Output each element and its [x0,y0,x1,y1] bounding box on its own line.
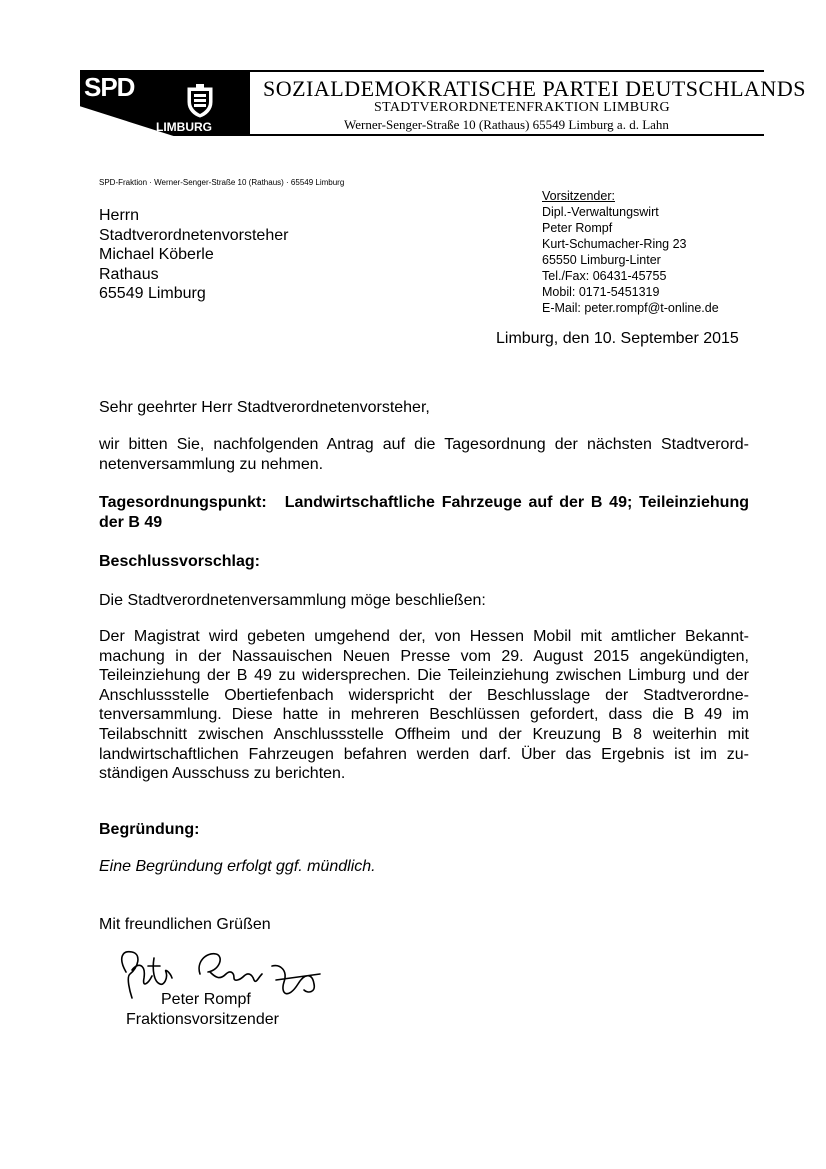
chairman-line: Kurt-Schumacher-Ring 23 [542,237,687,251]
chairman-line: Tel./Fax: 06431-45755 [542,269,667,283]
topic-label: Tagesordnungspunkt: [99,494,267,511]
letterhead-address: Werner-Senger-Straße 10 (Rathaus) 65549 Limburg a. d. Lahn [344,117,669,132]
recipient-line: Michael Köberle [99,246,214,264]
chairman-heading: Vorsitzender: [542,189,615,203]
chairman-email: E-Mail: peter.rompf@t-online.de [542,301,719,315]
chairman-line: Dipl.-Verwaltungswirt [542,205,659,219]
recipient-line: 65549 Limburg [99,285,206,303]
party-name: SOZIALDEMOKRATISCHE PARTEI DEUTSCHLANDS [263,76,806,101]
closing: Mit freundlichen Grüßen [99,916,271,933]
topic-text: Landwirtschaftliche Fahrzeuge auf der B 49; Teileinziehung der B 49 [99,494,749,531]
main-paragraph: Der Magistrat wird gebeten umgehend der, von Hessen Mobil mit amtlicher Bekanntmachung in der Nassauischen Neuen Presse vom 29. August 2015 angekündigten, Teileinziehung der B 49 zu widersprechen. Die Teileinziehung zwischen Limburg und der Anschlussstelle Obertiefenbach widerspricht der Beschlusslage der Stadtverordnetenversammlung. Diese hatte in mehreren Beschlüssen gefordert, dass die B 49 im Teilabschnitt zwischen Anschlussstelle Offheim und der Kreuzung B 8 weiterhin mit landwirtschaftlichen Fahrzeugen befahren werden darf. Über das Ergebnis ist im zuständigen Ausschuss zu berichten. [99,628,749,783]
letterhead-top-rule [250,70,764,72]
city-crest-icon [186,84,214,118]
chairman-line: 65550 Limburg-Linter [542,253,661,267]
decide-line: Die Stadtverordnetenversammlung möge beschließen: [99,592,486,609]
faction-name: STADTVERORDNETENFRAKTION LIMBURG [374,100,670,115]
proposal-heading: Beschlussvorschlag: [99,553,260,570]
recipient-line: Rathaus [99,265,159,283]
letter-date: Limburg, den 10. September 2015 [496,330,739,347]
logo-text: SPD [84,72,135,102]
signer-role: Fraktionsvorsitzender [126,1011,279,1028]
chairman-contact [542,188,719,316]
recipient-line: Herrn [99,207,140,224]
logo-city: LIMBURG [156,120,212,134]
reason-heading: Begründung: [99,821,200,838]
chairman-line: Peter Rompf [542,221,613,235]
sender-line: SPD-Fraktion · Werner-Senger-Straße 10 (Rathaus) · 65549 Limburg [99,178,345,187]
chairman-line: Mobil: 0171-5451319 [542,285,660,299]
salutation: Sehr geehrter Herr Stadtverordnetenvorsteher, [99,399,430,416]
intro-paragraph: wir bitten Sie, nachfolgenden Antrag auf die Tagesordnung der nächsten Stadtverordnetenversammlung zu nehmen. [99,436,749,473]
recipient-line: Stadtverordnetenvorsteher [99,226,289,244]
reason-text: Eine Begründung erfolgt ggf. mündlich. [99,858,376,875]
signer-name: Peter Rompf [161,991,251,1008]
recipient-address [99,206,288,304]
letterhead-bottom-rule [250,134,764,136]
agenda-topic [99,493,749,532]
